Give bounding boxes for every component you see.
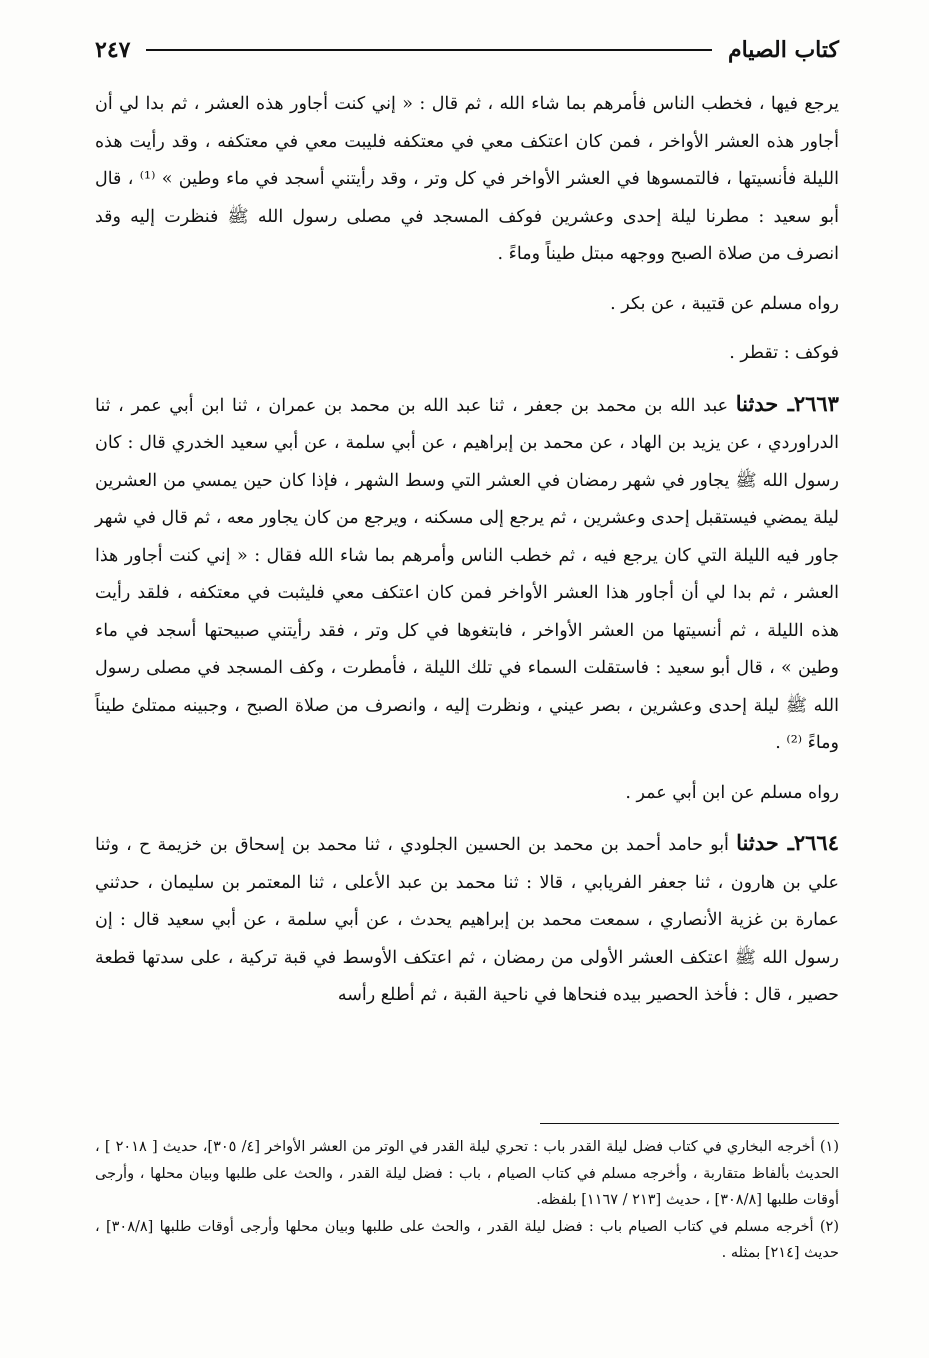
hadith-lead: ـ حدثنا	[735, 390, 794, 416]
hadith-number: ٢٦٦٣	[793, 390, 839, 416]
chapter-title: كتاب الصيام	[727, 37, 839, 63]
footnote-separator	[540, 1123, 839, 1124]
hadith-lead: ـ حدثنا	[736, 830, 794, 855]
hadith-2664	[95, 824, 839, 1015]
footnote-1: (١) أخرجه البخاري في كتاب فضل ليلة القدر باب : تحري ليلة القدر في الوتر من العشر الأواخر [٤/ ٣٠٥]، حديث [ ٢٠١٨ ] ، الحديث بألفاظ متقاربة ، وأخرجه مسلم في كتاب الصيام ، باب : فضل ليلة القدر ، والحث على طلبها وبيان محلها ، وأرجى أوقات طلبها [٣٠٨/٨] ، حديث [٢١٣ / ١١٦٧] بلفظه.	[95, 1139, 840, 1208]
main-text	[95, 86, 839, 1015]
hadith-text: أبو حامد أحمد بن محمد بن الحسين الجلودي ، ثنا محمد بن إسحاق بن خزيمة ح ، وثنا علي بن هارون ، ثنا جعفر الفريابي ، قالا : ثنا محمد بن عبد الأعلى ، ثنا المعتمر بن سليمان ، حدثني عمارة بن غزية الأنصاري ، سمعت محمد بن إبراهيم يحدث ، عن أبي سلمة ، عن أبي سعيد قال : إن رسول الله ﷺ اعتكف العشر الأولى من رمضان ، ثم اعتكف الأوسط في قبة تركية ، على سدتها قطعة حصير ، قال : فأخذ الحصير بيده فنحاها في ناحية القبة ، ثم أطلع رأسه	[95, 835, 839, 1005]
hadith-number: ٢٦٦٤	[793, 830, 839, 855]
page-number: ٢٤٧	[95, 37, 131, 63]
narration-note: رواه مسلم عن ابن أبي عمر .	[625, 782, 839, 803]
footnotes	[95, 1134, 839, 1267]
gloss-note: فوكف : تقطر .	[729, 343, 839, 363]
hadith-2663	[95, 385, 839, 763]
footnote-2: (٢) أخرجه مسلم في كتاب الصيام باب : فضل ليلة القدر ، والحث على طلبها وبيان محلها وأرجى أوقات طلبها [٣٠٨/٨] ، حديث [٢١٤] بمثله .	[95, 1218, 839, 1261]
narration-note: رواه مسلم عن قتيبة ، عن بكر .	[610, 293, 839, 314]
paragraph-continuation: يرجع فيها ، فخطب الناس فأمرهم بما شاء الله ، ثم قال : « إني كنت أجاور هذه العشر ، ثم بدا لي أن أجاور هذه العشر الأواخر ، فمن كان اعتكف معي في معتكفه فليبت معي في معتكفه ، وقد رأيت هذه الليلة فأنسيتها ، فالتمسوها في العشر الأواخر في كل وتر ، وقد رأيتني أسجد في ماء وطين » ⁽¹⁾ ، قال أبو سعيد : مطرنا ليلة إحدى وعشرين فوكف المسجد في مصلى رسول الله ﷺ فنظرت إليه وقد انصرف من صلاة الصبح ووجهه مبتل طيناً وماءً .	[95, 94, 839, 264]
header-rule	[146, 49, 712, 51]
hadith-text: عبد الله بن محمد بن جعفر ، ثنا عبد الله بن محمد بن عمران ، ثنا ابن أبي عمر ، ثنا الدراوردي ، عن يزيد بن الهاد ، عن محمد بن إبراهيم ، عن أبي سلمة ، عن أبي سعيد الخدري قال : كان رسول الله ﷺ يجاور في شهر رمضان في العشر التي وسط الشهر ، فإذا كان حين يمسي من العشرين ليلة يمضي فيستقبل إحدى وعشرين ، ثم يرجع إلى مسكنه ، ويرجع من كان يجاور معه ، ثم قال في شهر جاور فيه الليلة التي كان يرجع فيه ، ثم خطب الناس وأمرهم بما شاء الله فقال : « إني كنت أجاور هذا العشر ، ثم بدا لي أن أجاور هذا العشر الأواخر فمن كان اعتكف معي فليثبت في معتكفه ، فلقد رأيت هذه الليلة ، ثم أنسيتها من العشر الأواخر ، فابتغوها في كل وتر ، فقد رأيتني صبيحتها أسجد في ماء وطين » ، قال أبو سعيد : فاستقلت السماء في تلك الليلة ، فأمطرت ، وكف المسجد في مصلى رسول الله ﷺ ليلة إحدى وعشرين ، بصر عيني ، ونظرت إليه ، وانصرف من صلاة الصبح ، وجبينه ممتلئ طيناً وماءً ⁽²⁾ .	[95, 395, 839, 753]
page-header	[95, 30, 839, 70]
